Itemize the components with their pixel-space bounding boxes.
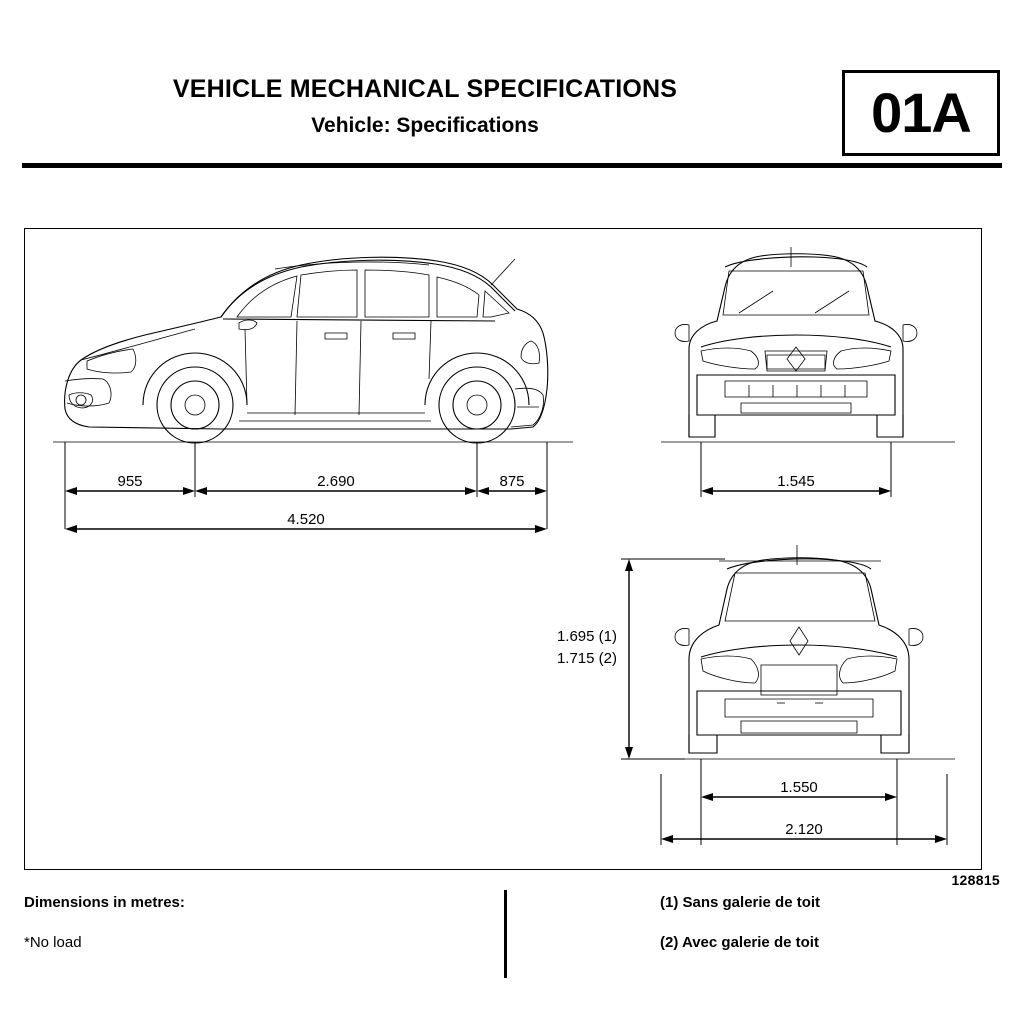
page-footer [0,892,1024,1022]
section-code-box [842,70,1000,156]
dim-rear-overhang: 875 [499,473,525,490]
dim-wheelbase: 2.690 [317,473,355,490]
footer-note-1: (1) Sans galerie de toit [660,894,821,911]
title-block [20,72,830,142]
dim-front-track: 1.545 [777,473,815,490]
dim-front-overhang: 955 [117,473,143,490]
dim-overall-width: 2.120 [785,821,823,838]
front-view-vehicle [661,247,955,442]
footer-right-notes [660,892,1000,954]
footer-divider [504,890,507,978]
footer-left-notes [24,892,484,954]
dim-overall-length: 4.520 [287,511,325,528]
front-view-dimension-lines [701,442,891,497]
dim-height-1: 1.695 (1) [556,628,617,645]
page-header [0,0,1024,170]
footer-noload-note: *No load [24,934,82,951]
dim-rear-track: 1.550 [780,779,818,796]
footer-dimensions-note: Dimensions in metres: [24,894,185,911]
rear-view-dimension-lines [557,559,947,845]
section-code-label: 01A [871,81,971,144]
rear-view-vehicle [661,545,955,759]
figure-id: 128815 [951,872,1000,888]
header-divider [22,163,1002,168]
figure-frame [24,228,982,870]
side-view-vehicle [53,257,573,443]
dim-height-2: 1.715 (2) [556,650,617,667]
side-view-dimension-lines [65,442,547,533]
page-subtitle: Vehicle: Specifications [311,114,539,137]
vehicle-dimensions-drawing [25,229,981,869]
footer-note-2: (2) Avec galerie de toit [660,934,819,951]
page-title: VEHICLE MECHANICAL SPECIFICATIONS [172,75,678,103]
